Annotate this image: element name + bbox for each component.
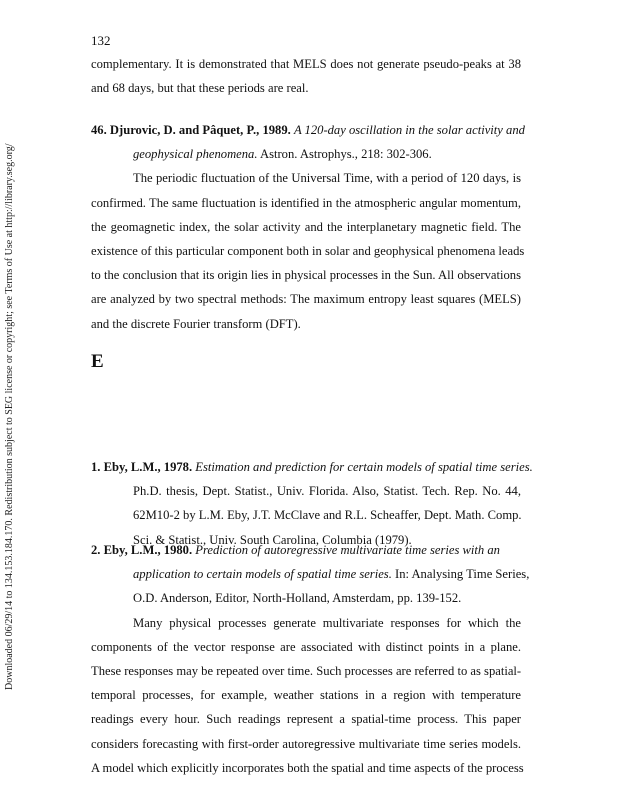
page-number: 132 bbox=[91, 33, 111, 48]
text-line: and 68 days, but that these periods are real. bbox=[91, 81, 309, 96]
abstract-line: existence of this particular component both in solar and geophysical phenomena leads bbox=[91, 243, 525, 258]
entry-authors: Eby, L.M., 1980. bbox=[103, 543, 193, 557]
entry-header-line bbox=[91, 118, 525, 142]
entry-title: A 120-day oscillation in the solar activity and bbox=[293, 123, 525, 137]
abstract-line: the geomagnetic index, the solar activity and the interplanetary magnetic field. The bbox=[91, 219, 521, 234]
abstract-line: readings every hour. Such readings represent a spatial-time process. This paper bbox=[91, 712, 521, 727]
text-line: complementary. It is demonstrated that MELS does not generate pseudo-peaks at 38 bbox=[91, 57, 521, 71]
download-notice: Downloaded 06/29/14 to 134.153.184.170. Redistribution subject to SEG license or copyright; see Terms of Use at http://library.seg.org/ bbox=[4, 143, 15, 690]
entry-number: 46. bbox=[91, 123, 107, 137]
entry-source: Astron. Astrophys., 218: 302-306. bbox=[259, 147, 432, 162]
entry-details-line: Ph.D. thesis, Dept. Statist., Univ. Florida. Also, Statist. Tech. Rep. No. 44, bbox=[133, 484, 521, 499]
abstract-line: considers forecasting with first-order autoregressive multivariate time series models. bbox=[91, 736, 521, 751]
entry-title: geophysical phenomena. bbox=[133, 147, 258, 162]
entry-title: Prediction of autoregressive multivariate time series with an bbox=[195, 543, 500, 557]
entry-authors: Eby, L.M., 1978. bbox=[103, 460, 193, 474]
reference-entry-e2 bbox=[91, 538, 530, 780]
entry-title: application to certain models of spatial time series. bbox=[133, 567, 392, 582]
entry-details-line: 62M10-2 by L.M. Eby, J.T. McClave and R.L. Scheaffer, Dept. Math. Comp. bbox=[133, 508, 522, 523]
entry-header-line bbox=[91, 142, 521, 166]
entry-header-line bbox=[91, 538, 521, 562]
entry-number: 1. bbox=[91, 460, 101, 474]
abstract-line: and the discrete Fourier transform (DFT). bbox=[91, 316, 301, 331]
abstract-line: are analyzed by two spectral methods: The maximum entropy least squares (MELS) bbox=[91, 292, 521, 307]
abstract-line: confirmed. The same fluctuation is identified in the atmospheric angular momentum, bbox=[91, 195, 521, 210]
reference-entry-46 bbox=[91, 118, 525, 336]
section-heading: E bbox=[91, 351, 104, 372]
abstract-line: A model which explicitly incorporates both the spatial and time aspects of the process bbox=[91, 760, 524, 775]
abstract-line: components of the vector response are associated with distinct points in a plane. bbox=[91, 639, 521, 654]
carryover-paragraph bbox=[91, 52, 521, 100]
entry-number: 2. bbox=[91, 543, 101, 557]
abstract-line: to the conclusion that its origin lies in physical processes in the Sun. All observations bbox=[91, 268, 521, 283]
entry-source: In: Analysing Time Series, bbox=[395, 567, 530, 582]
abstract-line: The periodic fluctuation of the Universal Time, with a period of 120 days, is bbox=[133, 171, 521, 186]
entry-title: Estimation and prediction for certain models of spatial time series. bbox=[195, 460, 533, 474]
entry-details-line: Sci. & Statist., Univ. South Carolina, Columbia (1979). bbox=[133, 532, 412, 547]
abstract-line: Many physical processes generate multivariate responses for which the bbox=[133, 615, 521, 630]
entry-header-line bbox=[91, 455, 533, 479]
entry-source-line: O.D. Anderson, Editor, North-Holland, Amsterdam, pp. 139-152. bbox=[133, 591, 462, 606]
entry-header-line bbox=[91, 562, 530, 586]
entry-authors: Djurovic, D. and Pâquet, P., 1989. bbox=[109, 123, 291, 137]
abstract-line: temporal processes, for example, weather stations in a region with temperature bbox=[91, 688, 521, 703]
abstract-line: These responses may be repeated over time. Such processes are referred to as spatial- bbox=[91, 663, 522, 678]
